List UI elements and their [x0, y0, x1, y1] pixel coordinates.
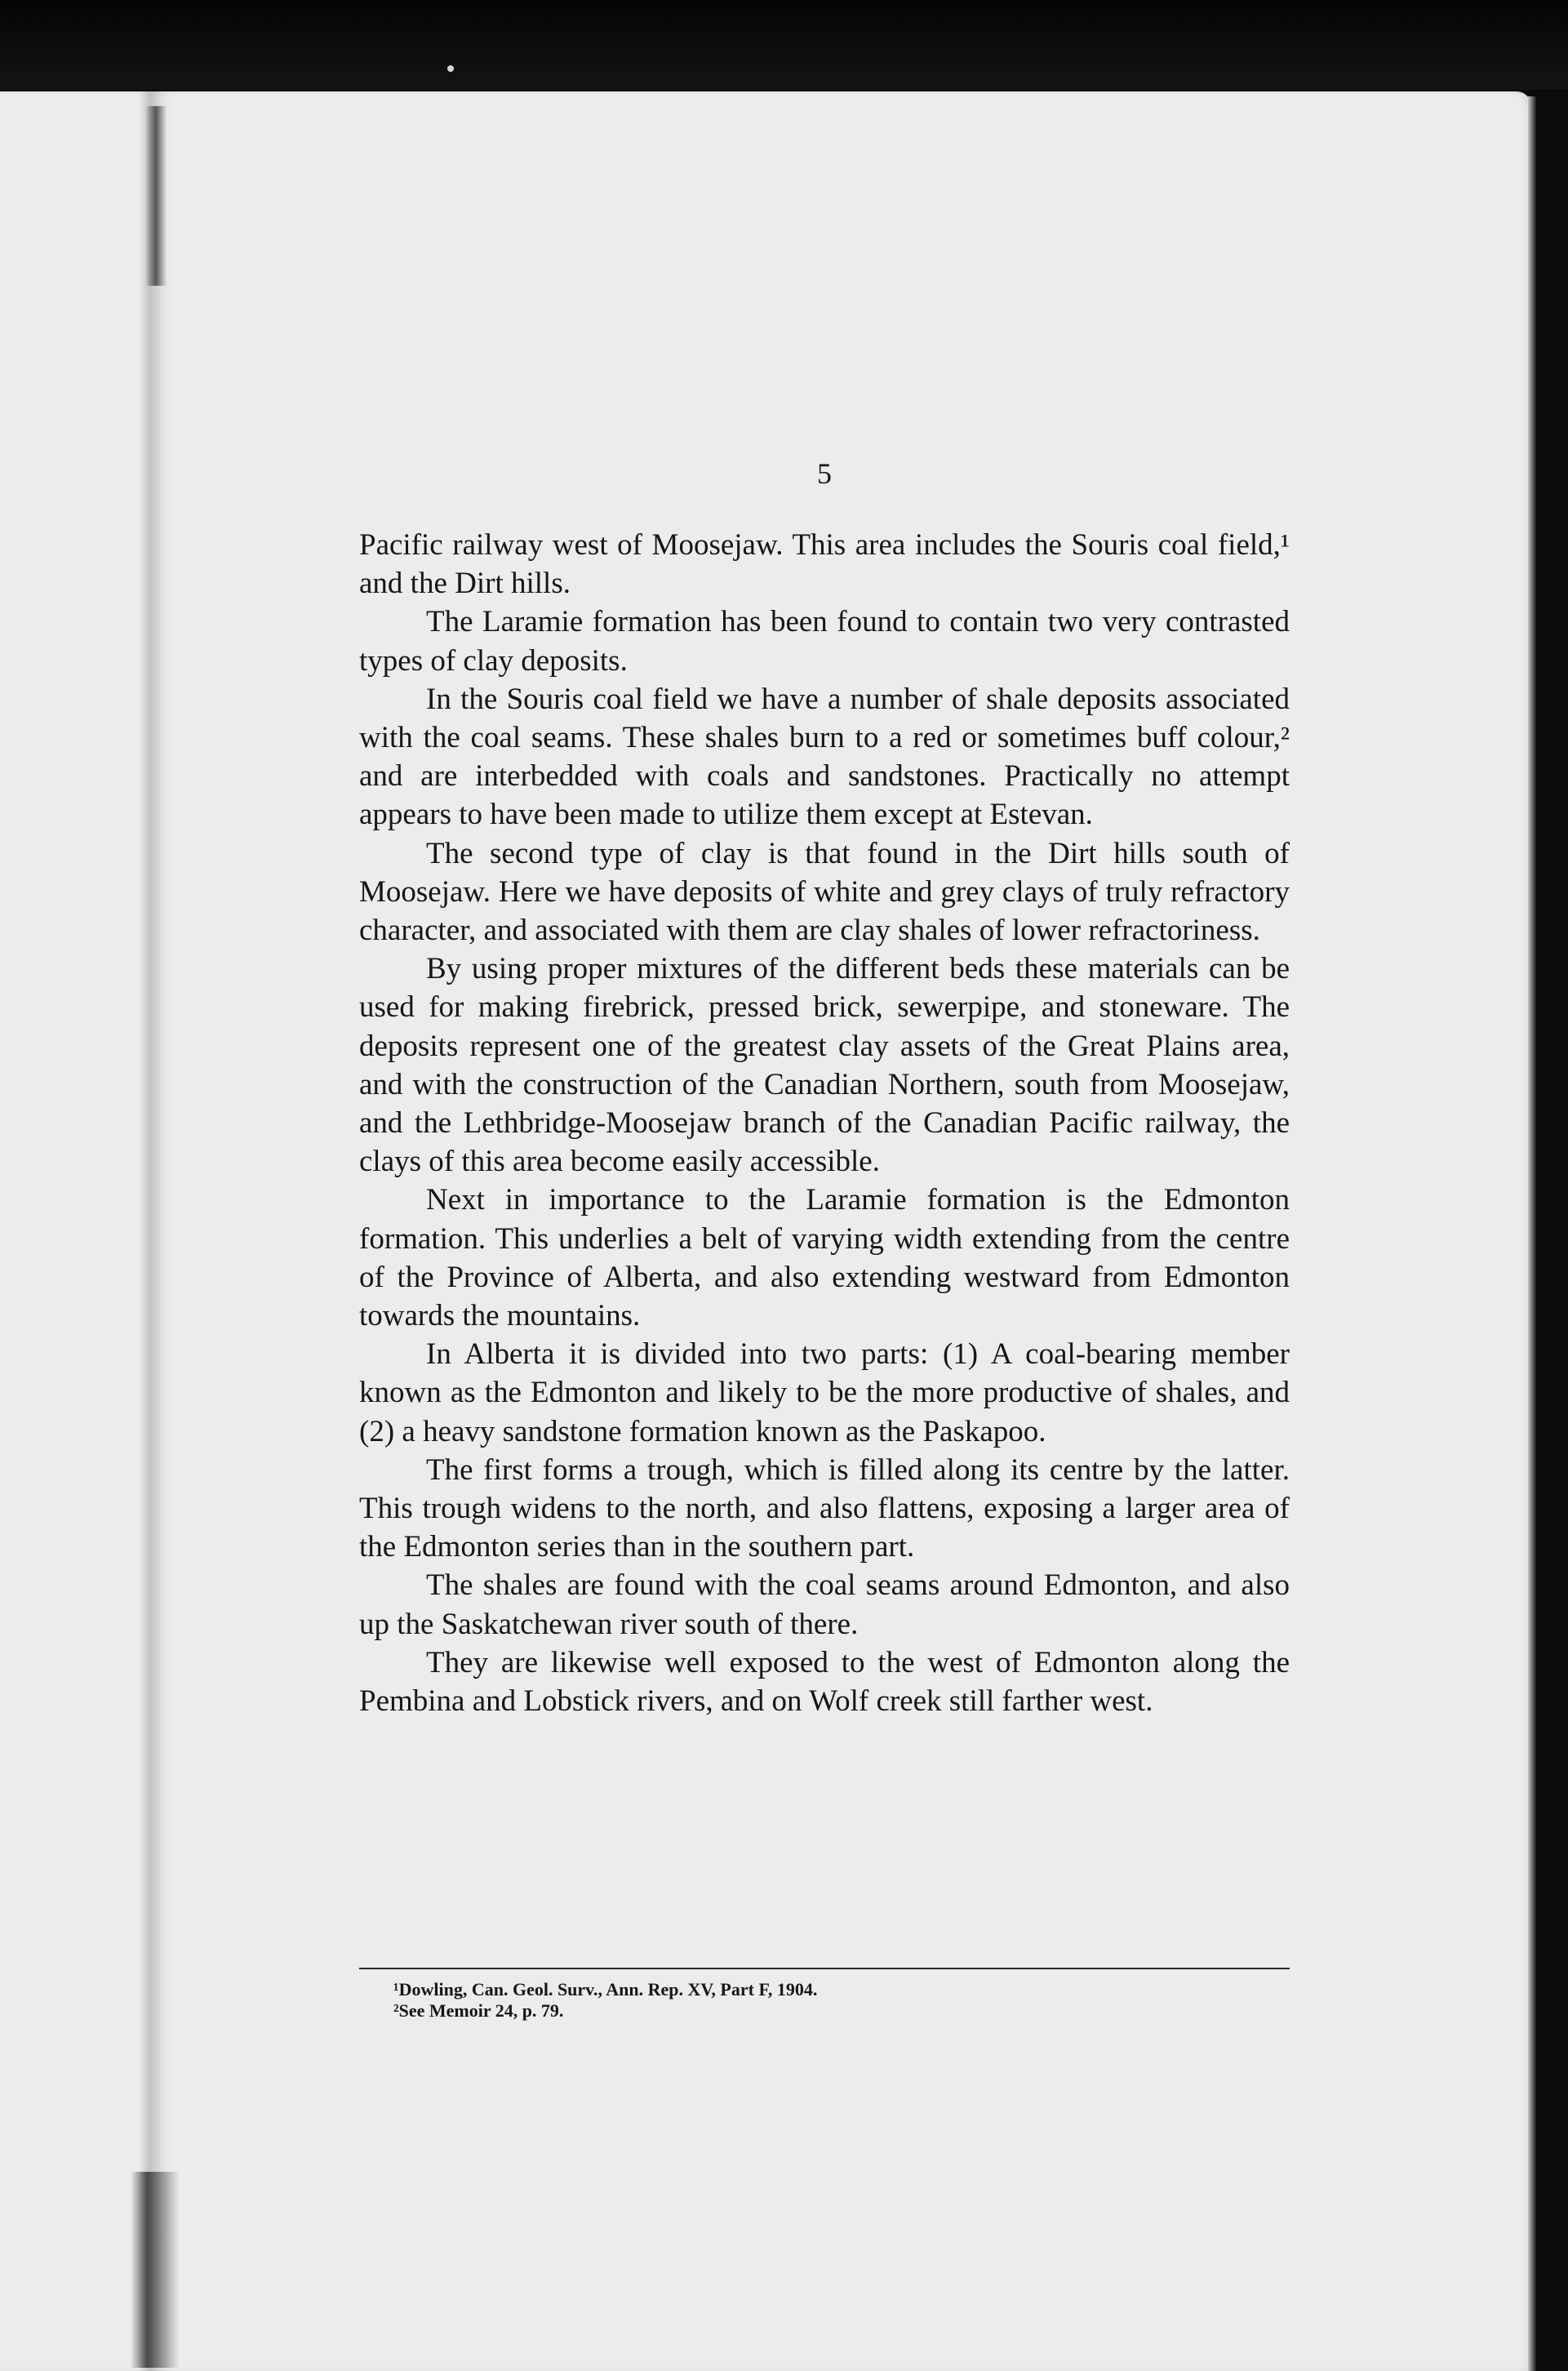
footnotes [359, 1968, 1290, 2022]
paragraph-1: Pacific railway west of Moosejaw. This area includes the Souris coal field,¹ and the Dirt hills. [359, 528, 1290, 601]
footnote-2: ²See Memoir 24, p. 79. [393, 2000, 564, 2021]
body-text [359, 457, 1290, 1720]
paragraph-8: The first forms a trough, which is filled along its centre by the latter. This trough widens to the north, and also flattens, exposing a larger area of the Edmonton series than in the southern part. [359, 1452, 1290, 1564]
scanner-background [0, 0, 1568, 90]
dust-speck [447, 65, 454, 72]
paragraph-5: By using proper mixtures of the different beds these materials can be used for making firebrick, pressed brick, sewerpipe, and stoneware. The deposits represent one of the greatest clay assets of the Great Plains area, and with the construction of the Canadian Northern, south from Moosejaw, and the Lethbridge-Moosejaw branch of the Canadian Pacific railway, the clays of this area become easily accessible. [359, 952, 1290, 1179]
page-edge-shadow [1528, 96, 1536, 2371]
binding-mark-bottom [131, 2172, 180, 2368]
footnote-rule [359, 1968, 1290, 1969]
paragraph-10: They are likewise well exposed to the west of Edmonton along the Pembina and Lobstick rivers, and on Wolf creek still farther west. [359, 1645, 1290, 1719]
page-number: 5 [817, 457, 832, 490]
paragraph-9: The shales are found with the coal seams around Edmonton, and also up the Saskatchewan river south of there. [359, 1568, 1290, 1641]
binding-mark-top [145, 106, 167, 286]
paragraph-3: In the Souris coal field we have a number of shale deposits associated with the coal seams. These shales burn to a red or sometimes buff colour,² and are interbedded with coals and sandstones. Practically no attempt appears to have been made to utilize them except at Estevan. [359, 682, 1290, 832]
binding-gutter [139, 91, 171, 2371]
paragraph-6: Next in importance to the Laramie formation is the Edmonton formation. This underlies a belt of varying width extending from the centre of the Province of Alberta, and also extending westward from Edmonton towards the mountains. [359, 1183, 1290, 1333]
paragraph-2: The Laramie formation has been found to contain two very contrasted types of clay deposits. [359, 605, 1290, 678]
footnote-1: ¹Dowling, Can. Geol. Surv., Ann. Rep. XV, Part F, 1904. [393, 1979, 818, 2000]
paragraph-7: In Alberta it is divided into two parts: (1) A coal-bearing member known as the Edmonton and likely to be the more productive of shales, and (2) a heavy sandstone formation known as the Paskapoo. [359, 1337, 1290, 1448]
paragraph-4: The second type of clay is that found in the Dirt hills south of Moosejaw. Here we have deposits of white and grey clays of truly refractory character, and associated with them are clay shales of lower refractoriness. [359, 836, 1290, 948]
